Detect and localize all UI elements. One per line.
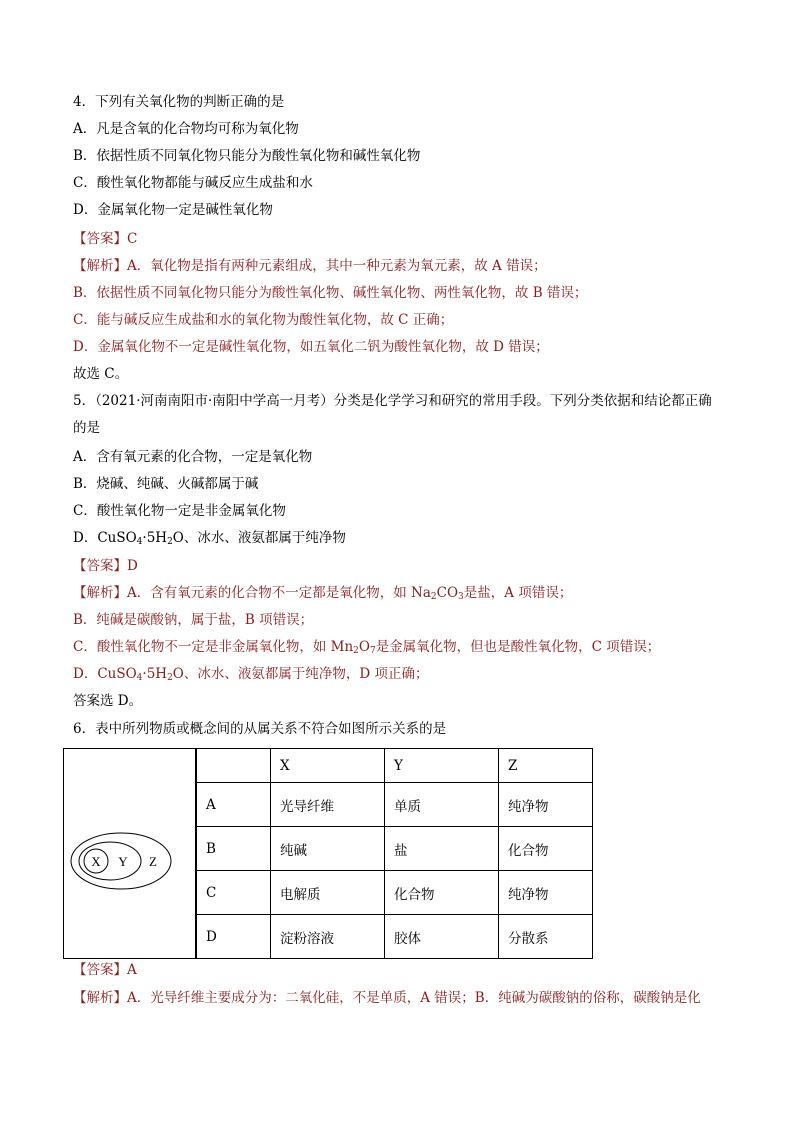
table-row [197,827,593,871]
q5-analysis-c-sub-1: 2 [353,646,359,656]
q4-answer-value: C [127,231,138,247]
q6-answer-value: A [127,962,137,978]
table-cell: 纯净物 [499,871,593,915]
q4-option-c: C．酸性氧化物都能与碱反应生成盐和水 [73,175,313,191]
q5-option-c: C．酸性氧化物一定是非金属氧化物 [73,503,286,519]
label-y: Y [118,854,128,869]
q4-analysis-text-a: A．氧化物是指有两种元素组成，其中一种元素为氧元素，故 A 错误； [127,258,547,274]
q5-answer-value: D [127,558,138,574]
q6-answer [73,961,137,979]
q5-answer-label: 【答案】 [73,558,127,574]
table-cell: D [197,915,271,959]
q5-analysis-c-text-2: O [358,639,370,655]
nested-ellipses-diagram [64,749,195,958]
q5-analysis-d-text-2: ·5H [142,666,168,682]
q5-analysis-c-text-3: 是金属氧化物，但也是酸性氧化物，C 项错误； [375,639,661,655]
q5-analysis-a-text-3: 是盐，A 项错误； [463,585,573,601]
q4-option-a: A．凡是含氧的化合物均可称为氧化物 [73,121,299,137]
q4-answer [73,230,137,248]
table-header-cell: Z [499,749,593,783]
table-cell: 胶体 [385,915,499,959]
q5-analysis-c-text-1: C．酸性氧化物不一定是非金属氧化物，如 Mn [73,639,354,655]
q5-analysis-b: B．纯碱是碳酸钠，属于盐，B 项错误； [73,612,314,628]
q5-analysis-a-sub-2: 3 [458,592,464,602]
relation-table-body [197,749,593,959]
q4-analysis-c: C．能与碱反应生成盐和水的氧化物为酸性氧化物，故 C 正确； [73,312,454,328]
q6-analysis [73,989,701,1007]
q5-option-d-text-1: D．CuSO [73,530,137,546]
q5-analysis-d-sub-1: 4 [136,673,143,683]
table-row [197,915,593,959]
q4-option-d: D．金属氧化物一定是碱性氧化物 [73,202,273,218]
q5-analysis-c [73,638,660,656]
relation-table [196,748,593,959]
q5-analysis-d-sub-2: 2 [167,673,173,683]
table-cell: 化合物 [499,827,593,871]
venn-figure [63,748,196,959]
table-header-row [197,749,593,783]
q5-answer [73,557,138,575]
q6-stem: 6．表中所列物质或概念间的从属关系不符合如图所示关系的是 [73,721,447,737]
table-cell: 化合物 [385,871,499,915]
table-cell: 纯碱 [271,827,385,871]
table-header-cell: Y [385,749,499,783]
q5-stem-line1: 5．（2021·河南南阳市·南阳中学高一月考）分类是化学学习和研究的常用手段。下列分类依据和结论都正确 [73,393,712,409]
q4-analysis-a [73,257,547,275]
q5-analysis-a-text-2: CO [436,585,459,601]
table-cell: 电解质 [271,871,385,915]
table-row [197,871,593,915]
table-row [197,783,593,827]
table-cell: 盐 [385,827,499,871]
q5-stem-line2: 的是 [73,420,100,436]
table-header-cell: X [271,749,385,783]
q4-analysis-b: B．依据性质不同氧化物只能分为酸性氧化物、碱性氧化物、两性氧化物，故 B 错误； [73,285,588,301]
q5-option-d-text-2: ·5H [142,530,168,546]
q4-answer-label: 【答案】 [73,231,127,247]
table-cell: 单质 [385,783,499,827]
q4-analysis-d: D．金属氧化物不一定是碱性氧化物，如五氧化二钒为酸性氧化物，故 D 错误； [73,339,549,355]
q5-analysis-d-text-1: D．CuSO [73,666,137,682]
table-cell: 光导纤维 [271,783,385,827]
table-cell: 纯净物 [499,783,593,827]
q5-option-a: A．含有氧元素的化合物，一定是氧化物 [73,449,313,465]
q5-analysis-d-text-3: O、冰水、液氨都属于纯净物，D 项正确； [172,666,429,682]
q4-conclusion: 故选 C。 [73,366,129,382]
q5-option-b: B．烧碱、纯碱、火碱都属于碱 [73,476,259,492]
q5-analysis-a [73,584,572,602]
table-cell: C [197,871,271,915]
q5-option-d [73,529,346,547]
q5-analysis-d [73,665,428,683]
q6-analysis-text: A．光导纤维主要成分为：二氧化硅，不是单质，A 错误；B．纯碱为碳酸钠的俗称，碳酸钠是化 [127,990,701,1006]
q5-option-d-text-3: O、冰水、液氨都属于纯净物 [172,530,346,546]
q5-option-d-sub-2: 2 [167,537,173,547]
table-header-cell [197,749,271,783]
q5-conclusion: 答案选 D。 [73,693,143,709]
q4-stem: 4．下列有关氧化物的判断正确的是 [73,94,285,110]
q5-analysis-a-text-1: A．含有氧元素的化合物不一定都是氧化物，如 Na [127,585,431,601]
q5-analysis-a-sub-1: 2 [430,592,437,602]
q6-analysis-label: 【解析】 [73,990,127,1006]
q6-answer-label: 【答案】 [73,962,127,978]
table-cell: B [197,827,271,871]
q5-analysis-c-sub-2: 7 [369,646,376,656]
q5-option-d-sub-1: 4 [136,537,143,547]
table-cell: A [197,783,271,827]
ellipse-y [79,842,141,880]
table-cell: 分散系 [499,915,593,959]
q5-analysis-label: 【解析】 [73,585,127,601]
q4-option-b: B．依据性质不同氧化物只能分为酸性氧化物和碱性氧化物 [73,148,421,164]
label-x: X [91,854,101,869]
q4-analysis-label: 【解析】 [73,258,127,274]
table-cell: 淀粉溶液 [271,915,385,959]
label-z: Z [149,854,157,869]
